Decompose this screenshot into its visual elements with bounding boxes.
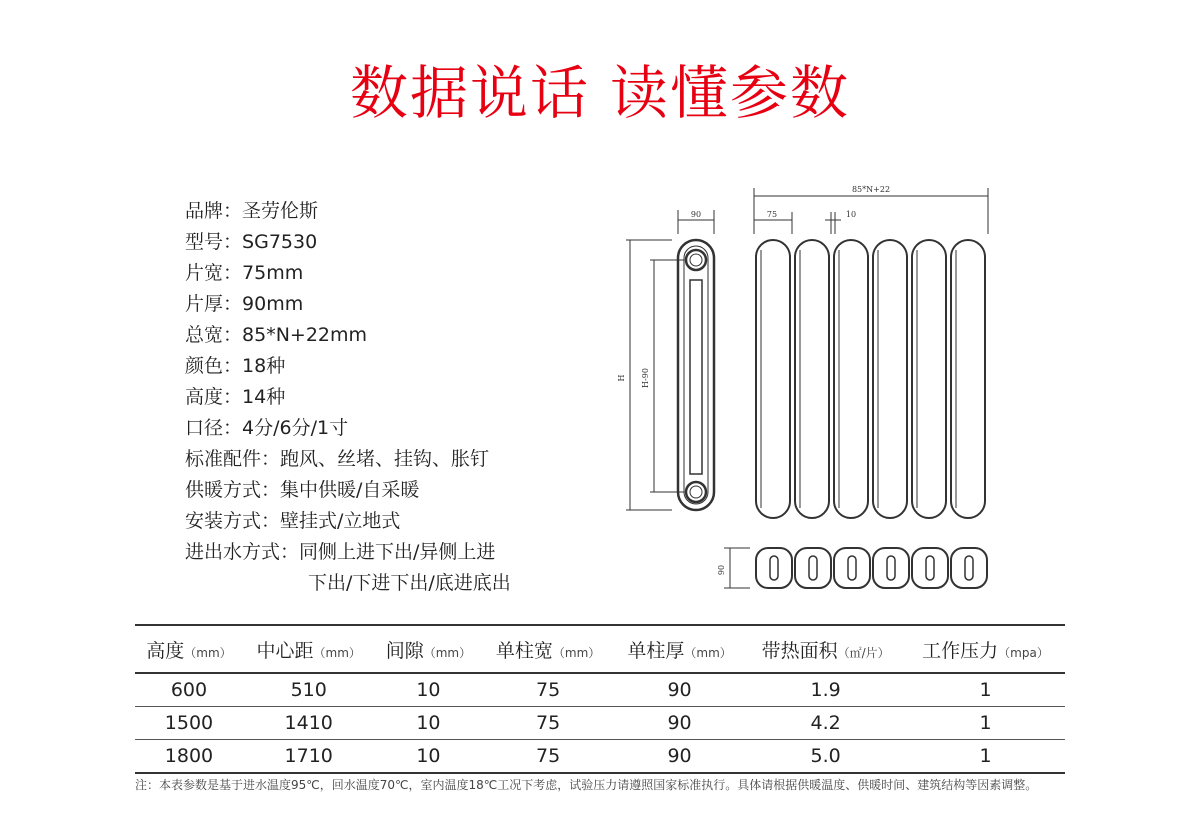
- column-header-name: 工作压力: [922, 639, 999, 662]
- total-width-label: 85*N+22: [851, 185, 891, 194]
- spec-continuation: 下出/下进下出/底进底出: [308, 572, 511, 594]
- gap-label: 10: [845, 210, 857, 219]
- bottom-port: [686, 482, 706, 502]
- spec-separator: ：: [261, 448, 281, 470]
- table-cell: 90: [667, 712, 692, 734]
- spec-row: [185, 227, 511, 258]
- table-cell: 75: [536, 712, 561, 734]
- column-header: [906, 625, 1065, 673]
- column-header-unit: （mm）: [184, 645, 232, 660]
- spec-list: [185, 196, 511, 599]
- spec-value: 跑风、丝堵、挂钩、胀钉: [280, 448, 490, 470]
- title-sub: 读懂参数: [610, 59, 851, 127]
- table-cell: 4.2: [810, 712, 841, 734]
- spec-separator: ：: [223, 231, 243, 253]
- column-header-unit: （㎡/片）: [837, 645, 890, 660]
- spec-label: 供暖方式: [185, 479, 262, 501]
- spec-separator: ：: [261, 479, 281, 501]
- spec-value: 同侧上进下出/异侧上进: [299, 541, 496, 563]
- footnote: 注：本表参数是基于进水温度95℃，回水温度70℃，室内温度18℃工况下考虑，试验压力请遵照国家标准执行。具体请根据供暖温度、供暖时间、建筑结构等因素调整。: [135, 778, 1038, 792]
- radiator-drawing: [600, 170, 1020, 610]
- spec-separator: ：: [223, 293, 243, 315]
- column-header-unit: （mm）: [552, 645, 601, 660]
- top-view-column: [756, 548, 792, 588]
- table-row: [135, 673, 1065, 707]
- page-title: [0, 58, 1200, 128]
- spec-separator: ：: [223, 355, 243, 377]
- spec-value: 集中供暖/自采暖: [280, 479, 420, 501]
- table-cell: 10: [416, 679, 441, 701]
- spec-row: [185, 413, 511, 444]
- column-header-unit: （mm）: [313, 645, 361, 660]
- spec-separator: ：: [223, 417, 243, 439]
- spec-row: [185, 196, 511, 227]
- table-cell: 600: [170, 679, 208, 701]
- table-cell: 90: [667, 679, 692, 701]
- spec-label: 片宽: [185, 262, 224, 284]
- spec-row: [185, 320, 511, 351]
- top-view-column: [951, 548, 987, 588]
- column-header: [243, 625, 374, 673]
- column-header-name: 间隙: [385, 639, 424, 662]
- column-header-name: 中心距: [256, 639, 314, 662]
- table-row: [135, 740, 1065, 774]
- column-header-name: 高度: [146, 639, 185, 662]
- spec-row: [185, 258, 511, 289]
- spec-row: [185, 475, 511, 506]
- spec-value: 18种: [242, 355, 286, 377]
- column-header: [745, 625, 906, 673]
- spec-label: 型号: [185, 231, 224, 253]
- spec-table-wrap: [135, 624, 1065, 774]
- spec-label: 颜色: [185, 355, 224, 377]
- table-row: [135, 707, 1065, 740]
- column-header-name: 单柱厚: [627, 639, 685, 662]
- table-cell: 1800: [164, 745, 214, 767]
- spec-table: [135, 624, 1065, 774]
- spec-separator: ：: [223, 262, 243, 284]
- table-cell: 1: [979, 712, 992, 734]
- top-view-column: [795, 548, 831, 588]
- top-view-column: [873, 548, 909, 588]
- top-view-columns: [756, 548, 987, 588]
- spec-label: 品牌: [185, 200, 224, 222]
- spec-separator: ：: [280, 541, 300, 563]
- table-cell: 10: [416, 712, 441, 734]
- column-header: [482, 625, 613, 673]
- column-header: [614, 625, 745, 673]
- table-cell: 75: [536, 745, 561, 767]
- spec-value: SG7530: [242, 231, 318, 253]
- table-cell: 1500: [164, 712, 214, 734]
- center-label: H-90: [641, 368, 650, 388]
- top-view-column: [834, 548, 870, 588]
- column-header-unit: （mm）: [423, 645, 472, 660]
- depth-label: 90: [690, 210, 702, 219]
- table-cell: 10: [416, 745, 441, 767]
- spec-label: 标准配件: [185, 448, 262, 470]
- spec-row: [185, 506, 511, 537]
- table-header-row: [135, 625, 1065, 673]
- spec-row: [185, 444, 511, 475]
- column-header-name: 带热面积: [761, 639, 838, 662]
- spec-row: [185, 382, 511, 413]
- table-cell: 75: [536, 679, 561, 701]
- spec-separator: ：: [261, 510, 281, 532]
- table-cell: 1710: [284, 745, 333, 767]
- bottom-depth-label: 90: [717, 564, 726, 576]
- table-cell: 1410: [284, 712, 333, 734]
- front-view-columns: [756, 240, 985, 518]
- spec-separator: ：: [223, 386, 243, 408]
- spec-value: 壁挂式/立地式: [280, 510, 401, 532]
- spec-label: 总宽: [185, 324, 224, 346]
- table-cell: 510: [290, 679, 327, 701]
- column-header: [135, 625, 243, 673]
- spec-label: 高度: [185, 386, 224, 408]
- table-cell: 5.0: [810, 745, 841, 767]
- spec-value: 85*N+22mm: [242, 324, 368, 346]
- piece-width-label: 75: [766, 210, 778, 219]
- spec-separator: ：: [223, 200, 243, 222]
- spec-value: 90mm: [242, 293, 304, 315]
- spec-row: [185, 351, 511, 382]
- table-cell: 1.9: [810, 679, 841, 701]
- column-header-unit: （mm）: [684, 645, 732, 660]
- column-header-unit: （mpa）: [998, 645, 1049, 660]
- spec-value: 4分/6分/1寸: [242, 417, 349, 439]
- spec-label: 进出水方式: [185, 541, 281, 563]
- table-cell: 1: [979, 679, 992, 701]
- table-cell: 90: [667, 745, 692, 767]
- top-view-column: [912, 548, 948, 588]
- spec-separator: ：: [223, 324, 243, 346]
- spec-label: 片厚: [185, 293, 224, 315]
- spec-value: 圣劳伦斯: [242, 200, 319, 222]
- column-header: [374, 625, 482, 673]
- spec-label: 口径: [185, 417, 224, 439]
- top-port: [686, 250, 706, 270]
- spec-value: 14种: [242, 386, 286, 408]
- spec-row: [185, 289, 511, 320]
- spec-row: [185, 537, 511, 568]
- table-cell: 1: [979, 745, 992, 767]
- title-main: 数据说话: [349, 59, 590, 127]
- column-header-name: 单柱宽: [495, 639, 553, 662]
- height-label: H: [617, 374, 626, 382]
- spec-value: 75mm: [242, 262, 304, 284]
- spec-label: 安装方式: [185, 510, 262, 532]
